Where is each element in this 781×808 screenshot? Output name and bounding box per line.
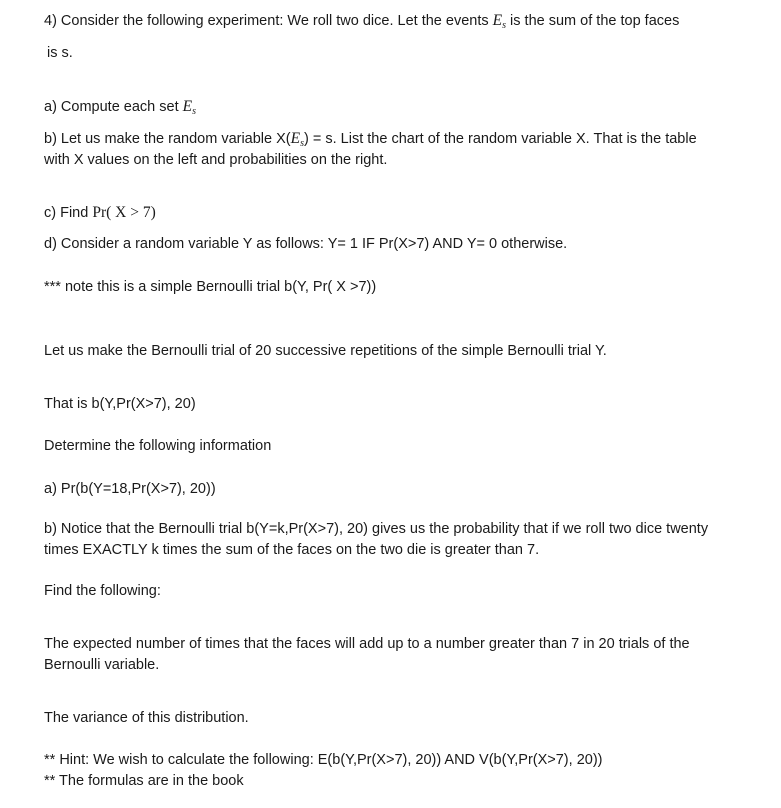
question-4-line-1 bbox=[44, 11, 679, 31]
part-b-event-symbol bbox=[291, 130, 304, 147]
question-4-text-end: is the sum of the top faces bbox=[506, 13, 680, 29]
sub-part-b-line-2: times EXACTLY k times the sum of the faces on the two die is greater than 7. bbox=[44, 542, 540, 558]
part-b-text-start: b) Let us make the random variable X( bbox=[44, 131, 291, 147]
part-b-event-letter: E bbox=[290, 130, 301, 147]
find-following-heading: Find the following: bbox=[44, 583, 161, 599]
part-b-line-1 bbox=[44, 129, 697, 149]
part-b-text-end: ) = s. List the chart of the random variable X. That is the table bbox=[304, 131, 697, 147]
event-subscript: s bbox=[502, 20, 507, 31]
part-a-event-subscript: s bbox=[192, 106, 197, 117]
sub-part-b-line-1: b) Notice that the Bernoulli trial b(Y=k,Pr(X>7), 20) gives us the probability that if we roll two dice twenty bbox=[44, 521, 709, 537]
that-is-statement: That is b(Y,Pr(X>7), 20) bbox=[44, 396, 196, 412]
question-4-line-2: is s. bbox=[47, 45, 73, 61]
part-a-text: a) Compute each set bbox=[44, 99, 183, 115]
hint-line-2: ** The formulas are in the book bbox=[44, 773, 244, 789]
event-letter: E bbox=[492, 12, 503, 29]
part-c bbox=[44, 203, 156, 223]
part-a-event-symbol bbox=[183, 98, 196, 115]
determine-heading: Determine the following information bbox=[44, 438, 272, 454]
part-c-expression: Pr( X > 7) bbox=[92, 204, 156, 221]
event-symbol bbox=[493, 12, 506, 29]
variance-statement: The variance of this distribution. bbox=[44, 710, 249, 726]
part-a bbox=[44, 97, 196, 117]
part-a-event-letter: E bbox=[182, 98, 193, 115]
part-c-label: c) Find bbox=[44, 205, 93, 221]
question-4-text-start: 4) Consider the following experiment: We roll two dice. Let the events bbox=[44, 13, 493, 29]
sub-part-a: a) Pr(b(Y=18,Pr(X>7), 20)) bbox=[44, 481, 216, 497]
expected-line-2: Bernoulli variable. bbox=[44, 657, 160, 673]
expected-line-1: The expected number of times that the faces will add up to a number greater than 7 in 20 trials of the bbox=[44, 636, 690, 652]
bernoulli-note: *** note this is a simple Bernoulli trial b(Y, Pr( X >7)) bbox=[44, 279, 377, 295]
part-b-line-2: with X values on the left and probabilities on the right. bbox=[44, 152, 388, 168]
hint-line-1: ** Hint: We wish to calculate the following: E(b(Y,Pr(X>7), 20)) AND V(b(Y,Pr(X>7), 20)) bbox=[44, 752, 603, 768]
bernoulli-intro: Let us make the Bernoulli trial of 20 successive repetitions of the simple Bernoulli trial Y. bbox=[44, 343, 607, 359]
part-b-event-subscript: s bbox=[300, 138, 304, 149]
part-d: d) Consider a random variable Y as follows: Y= 1 IF Pr(X>7) AND Y= 0 otherwise. bbox=[44, 236, 568, 252]
